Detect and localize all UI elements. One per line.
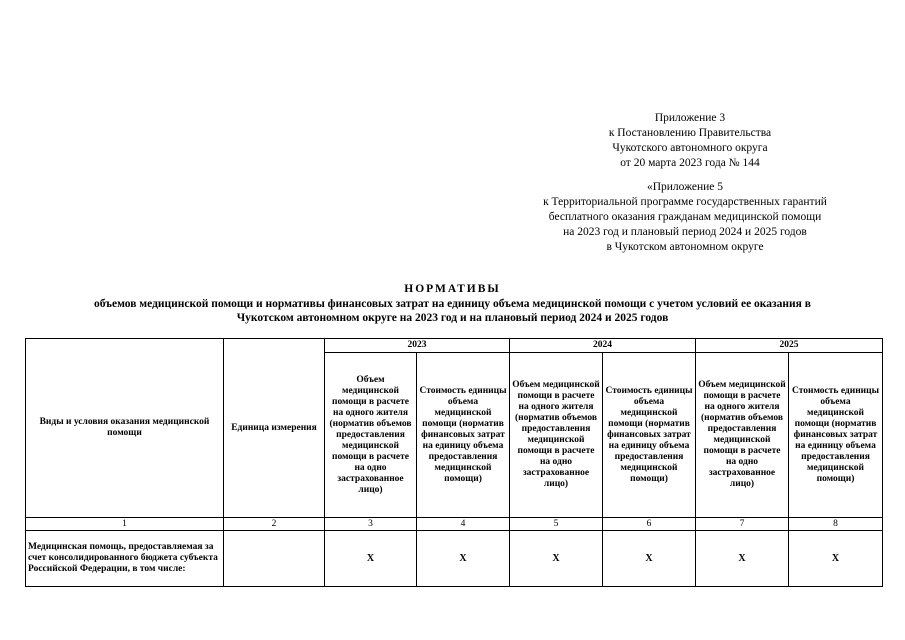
appendix-3-line: Чукотского автономного округа [612, 142, 768, 154]
column-number: 6 [603, 518, 696, 531]
row-value: Х [696, 531, 789, 587]
appendix-3-block [560, 111, 820, 171]
column-number-row [26, 518, 883, 531]
table-row [26, 531, 883, 587]
column-number: 4 [417, 518, 510, 531]
column-number: 3 [325, 518, 417, 531]
row-value: Х [417, 531, 510, 587]
appendix-5-line: в Чукотском автономном округе [606, 241, 764, 253]
document-title: НОРМАТИВЫ [404, 283, 501, 295]
header-volume-2024: Объем медицинской помощи в расчете на одного жителя (норматив объемов предоставления медицинской помощи в расчете на одно застрахованное лицо) [510, 353, 603, 518]
document-subtitle [0, 297, 905, 325]
header-cost-2023: Стоимость единицы объема медицинской помощи (норматив финансовых затрат на единицу объема предоставления медицинской помощи) [417, 353, 510, 518]
appendix-5-line: бесплатного оказания гражданам медицинской помощи [548, 211, 822, 223]
header-year-2024: 2024 [510, 339, 696, 353]
header-volume-2025: Объем медицинской помощи в расчете на одного жителя (норматив объемов предоставления медицинской помощи в расчете на одно застрахованное лицо) [696, 353, 789, 518]
column-number: 7 [696, 518, 789, 531]
column-number: 8 [789, 518, 883, 531]
header-cost-2025: Стоимость единицы объема медицинской помощи (норматив финансовых затрат на единицу объема предоставления медицинской помощи) [789, 353, 883, 518]
row-value: Х [789, 531, 883, 587]
column-number: 2 [224, 518, 325, 531]
column-number: 5 [510, 518, 603, 531]
row-value: Х [325, 531, 417, 587]
appendix-5-line: на 2023 год и плановый период 2024 и 2025 годов [563, 226, 807, 238]
header-year-2023: 2023 [325, 339, 510, 353]
header-care-kind: Виды и условия оказания медицинской помощи [26, 339, 224, 518]
appendix-3-line: от 20 марта 2023 года № 144 [620, 157, 760, 169]
appendix-5-line: «Приложение 5 [646, 181, 724, 193]
column-number: 1 [26, 518, 224, 531]
header-year-2025: 2025 [696, 339, 883, 353]
appendix-5-block [500, 180, 870, 255]
header-cost-2024: Стоимость единицы объема медицинской помощи (норматив финансовых затрат на единицу объема предоставления медицинской помощи) [603, 353, 696, 518]
table-header-row [26, 339, 883, 353]
header-volume-2023: Объем медицинской помощи в расчете на одного жителя (норматив объемов предоставления медицинской помощи в расчете на одно застрахованное лицо) [325, 353, 417, 518]
header-unit: Единица измерения [224, 339, 325, 518]
subtitle-line-1: объемов медицинской помощи и нормативы финансовых затрат на единицу объема медицинской помощи с учетом условий ее оказания в [94, 298, 811, 310]
subtitle-line-2: Чукотском автономном округе на 2023 год и на плановый период 2024 и 2025 годов [236, 312, 669, 324]
appendix-3-line: Приложение 3 [654, 112, 726, 124]
row-value: Х [510, 531, 603, 587]
row-care-kind: Медицинская помощь, предоставляемая за счет консолидированного бюджета субъекта Российской Федерации, в том числе: [26, 531, 224, 587]
appendix-5-line: к Территориальной программе государственных гарантий [543, 196, 827, 208]
norms-table [25, 338, 883, 587]
row-unit [224, 531, 325, 587]
row-value: Х [603, 531, 696, 587]
appendix-3-line: к Постановлению Правительства [608, 127, 772, 139]
